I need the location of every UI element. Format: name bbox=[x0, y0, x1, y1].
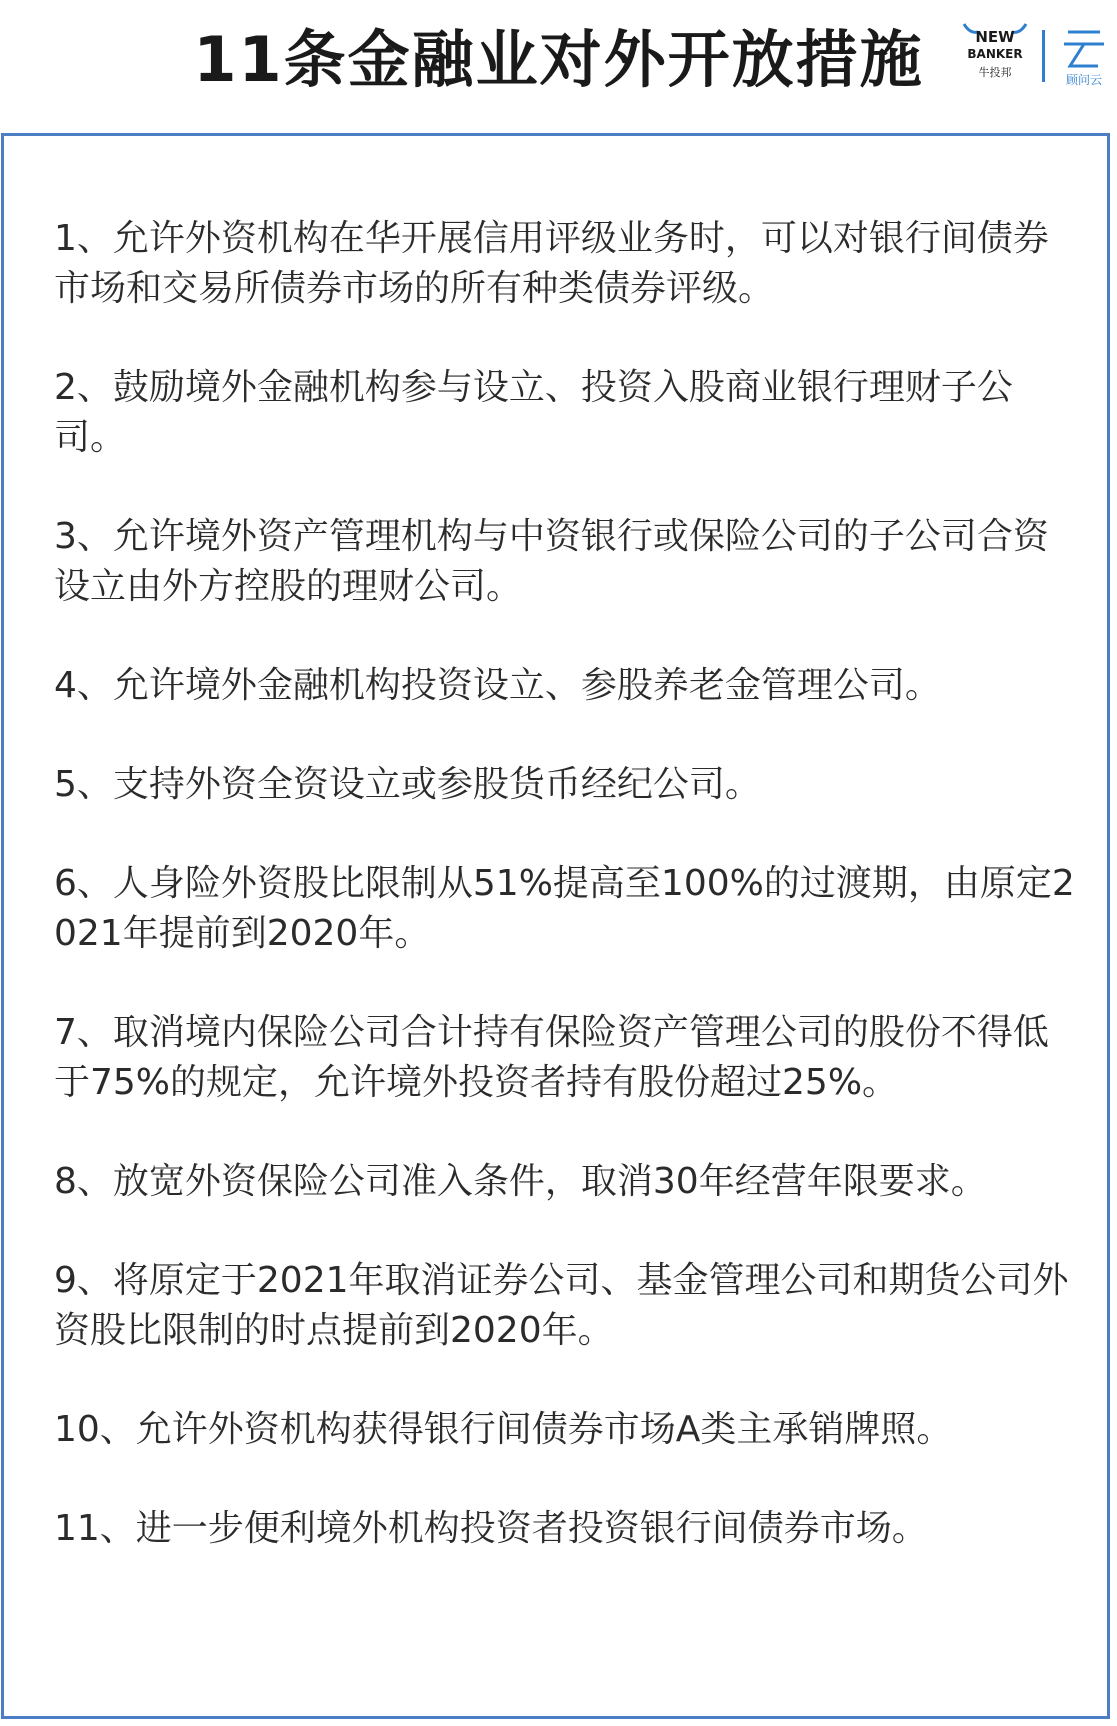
newbanker-logo-line2: BANKER bbox=[967, 47, 1023, 61]
page-header bbox=[0, 0, 1117, 132]
advisor-cloud-logo-cn: 顾问云 bbox=[1065, 73, 1103, 87]
measure-item-7: 7、取消境内保险公司合计持有保险资产管理公司的股份不得低于75%的规定，允许境外投资者持有股份超过25%。 bbox=[54, 1012, 1049, 1103]
measure-item-11: 11、进一步便利境外机构投资者投资银行间债券市场。 bbox=[54, 1508, 928, 1549]
measures-panel bbox=[1, 133, 1110, 1719]
measure-item-1: 1、允许外资机构在华开展信用评级业务时，可以对银行间债券市场和交易所债券市场的所有种类债券评级。 bbox=[54, 218, 1049, 309]
newbanker-logo-line1: NEW bbox=[975, 28, 1015, 46]
measure-item-4: 4、允许境外金融机构投资设立、参股养老金管理公司。 bbox=[54, 665, 941, 706]
measures-list bbox=[54, 214, 1084, 1603]
measure-item-3: 3、允许境外资产管理机构与中资银行或保险公司的子公司合资设立由外方控股的理财公司。 bbox=[54, 516, 1049, 607]
measure-item-6: 6、人身险外资股比限制从51%提高至100%的过渡期，由原定2021年提前到2020年。 bbox=[54, 863, 1075, 954]
measure-item-8: 8、放宽外资保险公司准入条件，取消30年经营年限要求。 bbox=[54, 1161, 987, 1202]
measure-item-10: 10、允许外资机构获得银行间债券市场A类主承销牌照。 bbox=[54, 1409, 953, 1450]
logo-divider bbox=[1042, 30, 1045, 82]
measure-item-9: 9、将原定于2021年取消证券公司、基金管理公司和期货公司外资股比限制的时点提前到2020年。 bbox=[54, 1260, 1069, 1351]
newbanker-logo-cn: 牛投邦 bbox=[978, 66, 1012, 79]
measure-item-5: 5、支持外资全资设立或参股货币经纪公司。 bbox=[54, 764, 761, 805]
measure-item-2: 2、鼓励境外金融机构参与设立、投资入股商业银行理财子公司。 bbox=[54, 367, 1013, 458]
newbanker-logo bbox=[960, 18, 1030, 88]
page-title: 11条金融业对外开放措施 bbox=[193, 23, 924, 96]
advisor-cloud-logo bbox=[1058, 20, 1110, 90]
